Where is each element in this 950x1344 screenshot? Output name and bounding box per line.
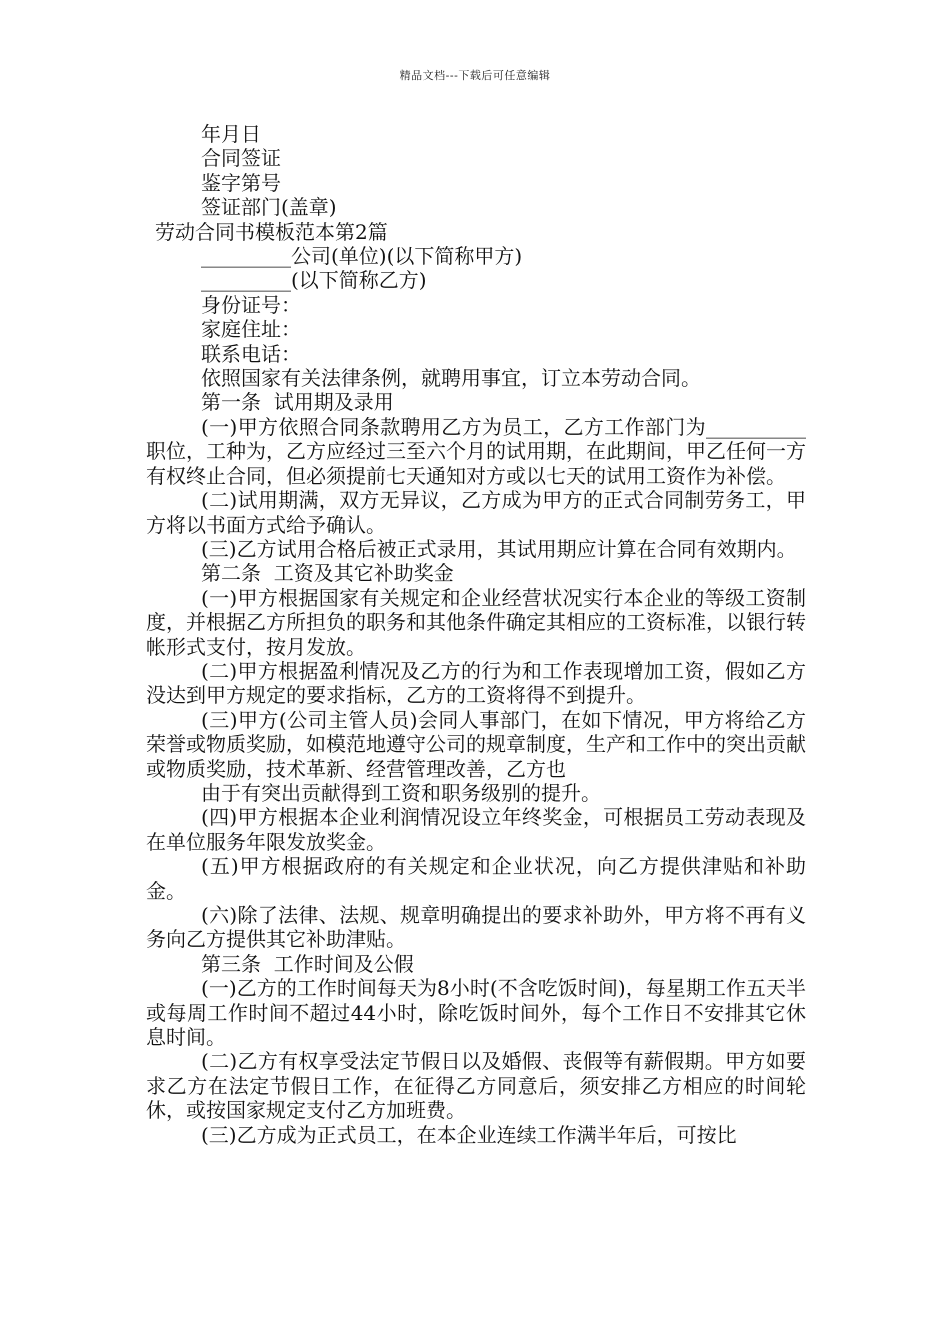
article-2-heading: 第二条 工资及其它补助奖金: [201, 561, 454, 586]
date-line: 年月日: [201, 122, 261, 146]
article-2-clause-3-continued: 由于有突出贡献得到工资和职务级别的提升。: [201, 780, 601, 805]
certification-number: 鉴字第号: [201, 170, 281, 195]
article-2-clause-3: (三)甲方(公司主管人员)会同人事部门，在如下情况，甲方将给乙方荣誉或物质奖励，如模范地遵守公司的规章制度，生产和工作中的突出贡献或物质奖励，技术革新、经营管理改善，乙方也: [146, 707, 806, 781]
certification-department: 签证部门(盖章): [201, 195, 337, 220]
document-title: 劳动合同书模板范本第2篇: [155, 219, 388, 244]
article-1-clause-3: (三)乙方试用合格后被正式录用，其试用期应计算在合同有效期内。: [201, 536, 797, 561]
intro-paragraph: 依照国家有关法律条例，就聘用事宜，订立本劳动合同。: [201, 366, 701, 391]
document-body: [146, 122, 806, 1147]
article-3-heading: 第三条 工作时间及公假: [201, 951, 414, 976]
article-3-clause-3: (三)乙方成为正式员工，在本企业连续工作满半年后，可按比: [201, 1122, 737, 1147]
phone-line: 联系电话：: [201, 341, 301, 366]
article-1-heading: 第一条 试用期及录用: [201, 390, 394, 415]
article-2-clause-5: (五)甲方根据政府的有关规定和企业状况，向乙方提供津贴和补助金。: [146, 854, 806, 903]
article-1-clause-1: (一)甲方依照合同条款聘用乙方为员工，乙方工作部门为__________职位，工种为，乙方应经过三至六个月的试用期，在此期间，甲乙任何一方有权终止合同，但必须提前七天通知对方或以七天的试用工资作为补偿。: [146, 414, 806, 488]
home-address-line: 家庭住址：: [201, 317, 301, 342]
article-1-clause-2: (二)试用期满，双方无异议，乙方成为甲方的正式合同制劳务工，甲方将以书面方式给予确认。: [146, 488, 806, 537]
id-number-line: 身份证号：: [201, 292, 301, 317]
party-b-line: _________(以下简称乙方): [201, 268, 427, 293]
article-3-clause-1: (一)乙方的工作时间每天为8小时(不含吃饭时间)，每星期工作五天半或每周工作时间不超过44小时，除吃饭时间外，每个工作日不安排其它休息时间。: [146, 976, 806, 1050]
article-2-clause-1: (一)甲方根据国家有关规定和企业经营状况实行本企业的等级工资制度，并根据乙方所担负的职务和其他条件确定其相应的工资标准，以银行转帐形式支付，按月发放。: [146, 585, 806, 659]
article-2-clause-6: (六)除了法律、法规、规章明确提出的要求补助外，甲方将不再有义务向乙方提供其它补助津贴。: [146, 903, 806, 952]
contract-certification: 合同签证: [201, 146, 281, 171]
article-2-clause-4: (四)甲方根据本企业利润情况设立年终奖金，可根据员工劳动表现及在单位服务年限发放奖金。: [146, 805, 806, 854]
page-header: 精品文档---下载后可任意编辑: [399, 69, 551, 82]
article-2-clause-2: (二)甲方根据盈利情况及乙方的行为和工作表现增加工资，假如乙方没达到甲方规定的要求指标，乙方的工资将得不到提升。: [146, 658, 806, 708]
party-a-line: _________公司(单位)(以下简称甲方): [201, 244, 523, 269]
article-3-clause-2: (二)乙方有权享受法定节假日以及婚假、丧假等有薪假期。甲方如要求乙方在法定节假日工作，在征得乙方同意后，须安排乙方相应的时间轮休，或按国家规定支付乙方加班费。: [146, 1049, 806, 1123]
